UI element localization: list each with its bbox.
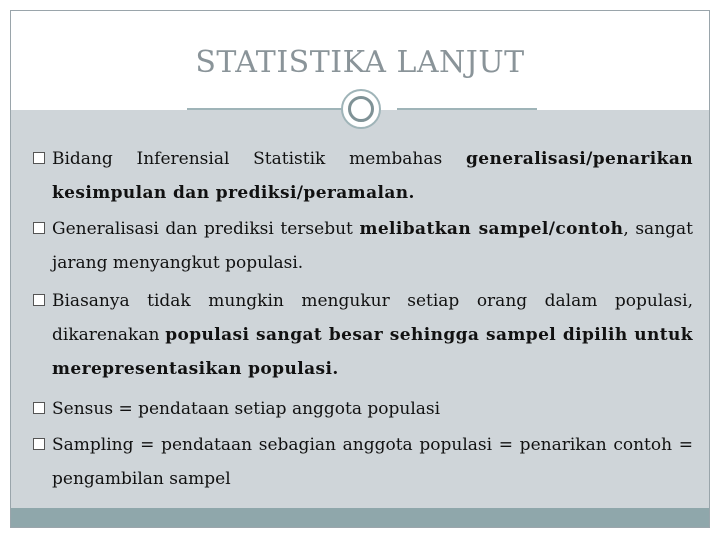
bullet-text: Sampling = pendataan sebagian anggota populasi = penarikan contoh = pengambilan sampel [52, 435, 693, 489]
bullet-item [33, 142, 693, 210]
slide-title: STATISTIKA LANJUT [195, 45, 525, 80]
bullet-box-icon [33, 438, 45, 450]
bullet-text: Bidang Inferensial Statistik membahas generalisasi/penarikan kesimpulan dan prediksi/peramalan. [52, 149, 693, 203]
bullet-item [33, 212, 693, 280]
title-rule-right [397, 108, 537, 110]
bullet-text: Generalisasi dan prediksi tersebut melibatkan sampel/contoh, sangat jarang menyangkut populasi. [52, 219, 693, 273]
bullet-box-icon [33, 294, 45, 306]
bullet-item [33, 428, 693, 496]
title-rule-left [187, 108, 342, 110]
bullet-text: Biasanya tidak mungkin mengukur setiap orang dalam populasi, dikarenakan populasi sangat besar sehingga sampel dipilih untuk merepresentasikan populasi. [52, 291, 693, 379]
bullet-box-icon [33, 222, 45, 234]
bullet-box-icon [33, 402, 45, 414]
bullet-item [33, 284, 693, 386]
circle-ornament-icon [341, 89, 381, 129]
slide-content [11, 110, 709, 508]
footer-bar [11, 508, 709, 527]
bullet-box-icon [33, 152, 45, 164]
bullet-item [33, 392, 693, 426]
slide [10, 10, 710, 528]
bullet-text: Sensus = pendataan setiap anggota populasi [52, 399, 441, 419]
circle-ornament-inner [348, 96, 374, 122]
